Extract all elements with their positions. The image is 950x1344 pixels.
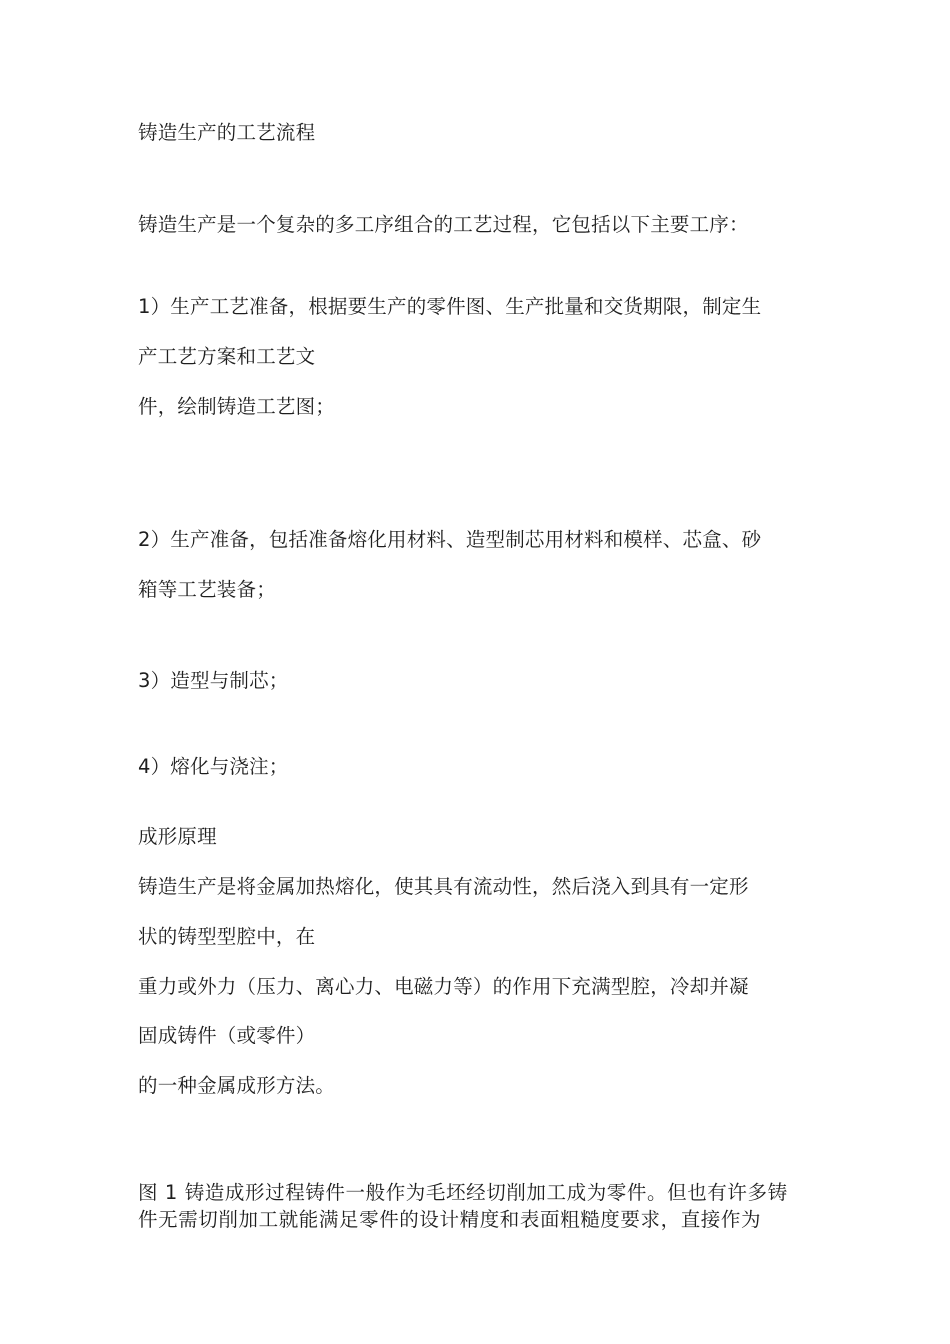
step3-line: 3）造型与制芯； (138, 669, 289, 692)
step1-line2: 产工艺方案和工艺文 (138, 345, 316, 368)
intro-paragraph: 铸造生产是一个复杂的多工序组合的工艺过程，它包括以下主要工序： (138, 213, 749, 236)
principle-line2: 状的铸型型腔中，在 (138, 925, 316, 948)
step1-line3: 件，绘制铸造工艺图； (138, 395, 336, 418)
principle-line5: 的一种金属成形方法。 (138, 1074, 336, 1097)
principle-line3: 重力或外力（压力、离心力、电磁力等）的作用下充满型腔，冷却并凝 (138, 975, 749, 998)
principle-line1: 铸造生产是将金属加热熔化，使其具有流动性，然后浇入到具有一定形 (138, 875, 749, 898)
step1-line1: 1）生产工艺准备，根据要生产的零件图、生产批量和交货期限，制定生 (138, 295, 762, 318)
section-heading: 成形原理 (138, 825, 217, 848)
step2-line1: 2）生产准备，包括准备熔化用材料、造型制芯用材料和模样、芯盒、砂 (138, 528, 762, 551)
figure-caption-line1: 图 1 铸造成形过程铸件一般作为毛坯经切削加工成为零件。但也有许多铸 (138, 1181, 788, 1204)
document-title: 铸造生产的工艺流程 (138, 121, 316, 144)
step2-line2: 箱等工艺装备； (138, 578, 276, 601)
step4-line: 4）熔化与浇注； (138, 755, 289, 778)
principle-line4: 固成铸件（或零件） (138, 1024, 316, 1047)
figure-caption-line2: 件无需切削加工就能满足零件的设计精度和表面粗糙度要求，直接作为 (138, 1208, 762, 1231)
